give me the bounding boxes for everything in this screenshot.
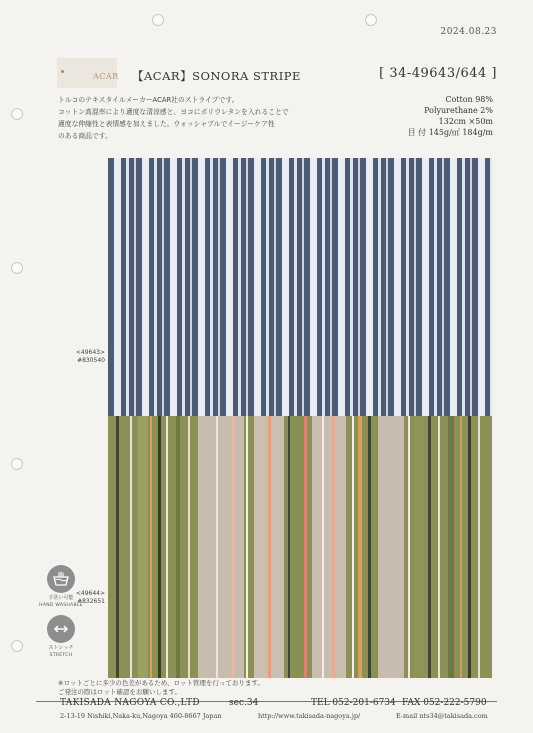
- stretch-arrows-icon: [47, 615, 75, 643]
- fabric-stripe: [468, 416, 471, 678]
- fabric-stripe: [254, 158, 261, 417]
- fabric-stripe: [460, 416, 462, 678]
- fabric-stripe: [470, 158, 472, 417]
- product-description: [58, 94, 318, 142]
- fabric-stripe: [246, 158, 248, 417]
- fabric-stripe: [386, 158, 388, 417]
- stretch-label-en: STRETCH: [49, 653, 73, 658]
- swatch-color-code: #832651: [77, 598, 105, 605]
- fabric-stripe: [414, 416, 424, 678]
- swatch-color-code: #830540: [77, 357, 105, 364]
- stretch-group: [36, 615, 86, 659]
- fabric-stripe: [176, 416, 180, 678]
- hand-wash-label-en: HAND WASHABLE: [39, 603, 83, 608]
- fabric-stripe: [366, 158, 373, 417]
- note-line: ご発注の際はロット確認をお願いします。: [58, 688, 181, 696]
- fabric-stripe: [378, 416, 404, 678]
- fabric-stripe: [282, 158, 289, 417]
- fabric-stripe: [210, 158, 213, 417]
- binder-hole: [365, 14, 377, 26]
- fabric-swatch-green: [108, 416, 492, 678]
- description-line: コットン高混率により適度な清涼感と、ヨコにポリウレタンを入れることで: [58, 108, 289, 116]
- brand-logo: [57, 58, 117, 88]
- fabric-stripe: [358, 158, 360, 417]
- fabric-stripe: [478, 416, 480, 678]
- fabric-stripe: [114, 158, 121, 417]
- fabric-stripe: [162, 158, 164, 417]
- fabric-stripe: [312, 416, 346, 678]
- fabric-stripe: [442, 158, 444, 417]
- fabric-stripe: [150, 416, 152, 678]
- fabric-stripe: [166, 416, 168, 678]
- stretch-label-jp: ストレッチ: [48, 645, 74, 651]
- fabric-stripe: [462, 158, 465, 417]
- binder-hole: [152, 14, 164, 26]
- fabric-stripe: [216, 416, 218, 678]
- fabric-stripe: [304, 416, 307, 678]
- fabric-stripe: [288, 416, 290, 678]
- hand-wash-icon: [47, 565, 75, 593]
- fabric-stripe: [406, 158, 409, 417]
- fabric-stripe: [158, 416, 161, 678]
- fabric-stripe: [134, 158, 136, 417]
- logo-wordmark: ACAR: [93, 72, 119, 81]
- swatch-number: <49643>: [75, 349, 105, 356]
- fabric-stripe: [394, 158, 401, 417]
- composition-cotton: Cotton 98%: [445, 95, 493, 104]
- width-length: 132cm ×50m: [438, 117, 493, 126]
- fabric-stripe: [330, 158, 332, 417]
- description-line: のある商品です。: [58, 132, 112, 140]
- fabric-stripe: [422, 158, 429, 417]
- company-url[interactable]: http://www.takisada-nagoya.jp/: [258, 712, 361, 720]
- product-code: [ 34-49643/644 ]: [379, 66, 497, 81]
- fabric-stripe: [332, 416, 335, 678]
- fabric-stripe: [142, 158, 149, 417]
- care-icons: [36, 565, 86, 659]
- fabric-stripe: [126, 158, 129, 417]
- fabric-stripe: [414, 158, 416, 417]
- product-title: 【ACAR】SONORA STRIPE: [132, 69, 301, 83]
- fabric-stripe: [302, 158, 304, 417]
- fabric-stripe: [352, 416, 354, 678]
- company-address: 2-13-19 Nishiki,Naka-ku,Nagoya 460-8667 Japan: [60, 712, 222, 720]
- company-email[interactable]: E-mail nts34@takisada.com: [396, 712, 488, 720]
- description-line: トルコのテキスタイルメーカーACAR社のストライプです。: [58, 96, 239, 104]
- hand-wash-group: [36, 565, 86, 609]
- fabric-stripe: [116, 416, 119, 678]
- fabric-stripe: [232, 416, 235, 678]
- lot-notes: [58, 679, 264, 697]
- binder-hole: [11, 640, 23, 652]
- section-number: sec.34: [229, 698, 259, 708]
- fabric-specs: [408, 94, 493, 138]
- telephone: TEL 052-201-6734: [311, 698, 396, 708]
- fabric-stripe: [368, 416, 371, 678]
- fax-number: FAX 052-222-5790: [402, 698, 487, 708]
- fabric-weight: 目 付 145g/㎡ 184g/m: [407, 128, 493, 137]
- fabric-stripe: [226, 158, 233, 417]
- fabric-stripe: [268, 416, 271, 678]
- hand-wash-label-jp: 手洗い可能: [48, 595, 74, 601]
- document-date: 2024.08.23: [440, 27, 497, 37]
- fabric-stripe: [294, 416, 300, 678]
- fabric-stripe: [438, 416, 440, 678]
- fabric-swatch-blue: [108, 158, 492, 417]
- composition-polyurethane: Polyurethane 2%: [424, 106, 493, 115]
- binder-hole: [11, 108, 23, 120]
- fabric-stripe: [266, 158, 269, 417]
- fabric-stripe: [448, 416, 454, 678]
- fabric-stripe: [322, 158, 325, 417]
- fabric-stripe: [218, 158, 220, 417]
- fabric-stripe: [138, 416, 148, 678]
- fabric-stripe: [182, 158, 185, 417]
- fabric-stripe: [450, 158, 457, 417]
- company-name: TAKISADA NAGOYA CO.,LTD: [60, 698, 200, 708]
- fabric-stripe: [154, 158, 157, 417]
- fabric-stripe: [378, 158, 381, 417]
- fabric-stripe: [478, 158, 485, 417]
- binder-hole: [11, 458, 23, 470]
- fabric-stripe: [130, 416, 132, 678]
- fabric-stripe: [338, 158, 345, 417]
- fabric-stripe: [238, 158, 241, 417]
- binder-hole: [11, 262, 23, 274]
- fabric-stripe: [170, 158, 177, 417]
- logo-mark-icon: [61, 70, 64, 73]
- fabric-stripe: [188, 416, 190, 678]
- fabric-stripe: [246, 416, 248, 678]
- description-line: 適度な伸縮性と表情感を加えました。ウォッシャブルでイージーケア性: [58, 120, 275, 128]
- fabric-stripe: [294, 158, 297, 417]
- fabric-stripe: [198, 158, 205, 417]
- fabric-stripe: [434, 158, 437, 417]
- fabric-stripe: [274, 158, 276, 417]
- fabric-stripe: [428, 416, 431, 678]
- fabric-stripe: [190, 158, 192, 417]
- fabric-stripe: [490, 158, 492, 417]
- swatch-number: <49644>: [75, 590, 105, 597]
- fabric-stripe: [358, 416, 362, 678]
- fabric-stripe: [198, 416, 244, 678]
- fabric-stripe: [310, 158, 317, 417]
- fabric-stripe: [408, 416, 410, 678]
- note-line: ※ロットごとに多少の色差があるため、ロット管理を行っております。: [58, 679, 264, 687]
- swatch-label-49643: [76, 349, 105, 365]
- fabric-stripe: [322, 416, 324, 678]
- fabric-stripe: [350, 158, 353, 417]
